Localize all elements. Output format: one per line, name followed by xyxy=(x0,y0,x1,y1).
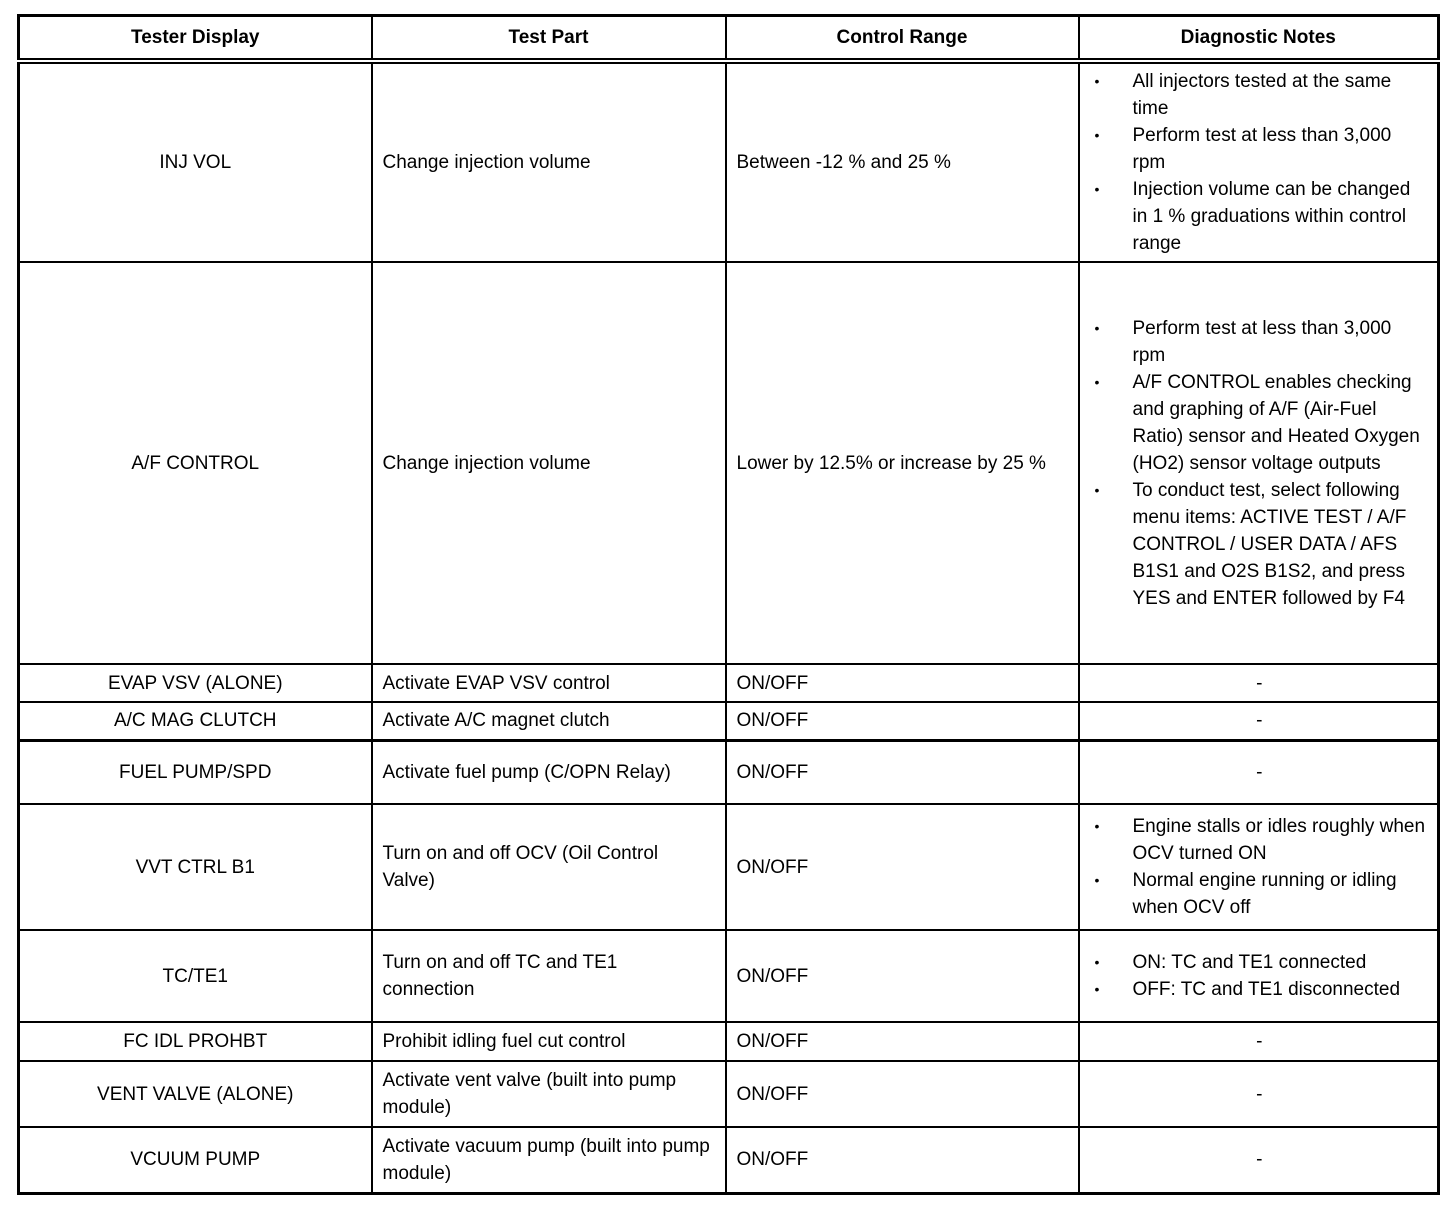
note-item xyxy=(1092,122,1428,176)
bullet-icon: • xyxy=(1094,981,1100,997)
diagnostic-notes-cell: - xyxy=(1079,1061,1439,1127)
bullet-icon: • xyxy=(1094,481,1100,498)
note-item xyxy=(1092,369,1428,477)
control-range-cell: ON/OFF xyxy=(726,740,1079,804)
note-item xyxy=(1092,68,1428,122)
test-part-cell: Prohibit idling fuel cut control xyxy=(372,1022,726,1061)
table-row xyxy=(19,1127,1439,1193)
test-part-cell: Change injection volume xyxy=(372,61,726,262)
note-item xyxy=(1092,315,1428,369)
test-part-cell: Activate vent valve (built into pump module) xyxy=(372,1061,726,1127)
tester-display-cell: INJ VOL xyxy=(19,61,372,262)
diagnostic-table xyxy=(17,14,1440,1195)
diagnostic-notes-cell: - xyxy=(1079,740,1439,804)
note-text: Perform test at less than 3,000 rpm xyxy=(1132,317,1392,366)
control-range-cell: ON/OFF xyxy=(726,930,1079,1022)
table-row xyxy=(19,1061,1439,1127)
note-text: OFF: TC and TE1 disconnected xyxy=(1132,979,1401,1000)
notes-list xyxy=(1092,315,1428,612)
tester-display-cell: FC IDL PROHBT xyxy=(19,1022,372,1061)
tester-display-cell: VCUUM PUMP xyxy=(19,1127,372,1193)
table-row xyxy=(19,702,1439,740)
note-item xyxy=(1092,176,1428,257)
bullet-icon: • xyxy=(1094,127,1100,143)
tester-display-cell: VENT VALVE (ALONE) xyxy=(19,1061,372,1127)
bullet-icon: • xyxy=(1094,818,1100,834)
note-text: To conduct test, select following menu items: ACTIVE TEST / A/F CONTROL / USER DATA / AFS B1S1 and O2S B1S2, and press YES and ENTER followed by F4 xyxy=(1132,479,1407,609)
notes-list xyxy=(1092,813,1428,921)
tester-display-cell: EVAP VSV (ALONE) xyxy=(19,664,372,702)
note-text: A/F CONTROL enables checking and graphing of A/F (Air-Fuel Ratio) sensor and Heated Oxygen (HO2) sensor voltage outputs xyxy=(1132,371,1420,474)
note-item xyxy=(1092,949,1428,976)
tester-display-cell: A/F CONTROL xyxy=(19,262,372,664)
diagnostic-notes-cell xyxy=(1079,61,1439,262)
diagnostic-notes-cell: - xyxy=(1079,1022,1439,1061)
table-row xyxy=(19,804,1439,930)
note-text: All injectors tested at the same time xyxy=(1132,71,1392,119)
table-row xyxy=(19,262,1439,664)
note-item xyxy=(1092,477,1428,612)
column-header-tester-display: Tester Display xyxy=(19,16,372,62)
table-row xyxy=(19,930,1439,1022)
tester-display-cell: TC/TE1 xyxy=(19,930,372,1022)
notes-list xyxy=(1092,68,1428,257)
control-range-cell: Between -12 % and 25 % xyxy=(726,61,1079,262)
diagnostic-notes-cell: - xyxy=(1079,664,1439,702)
tester-display-cell: A/C MAG CLUTCH xyxy=(19,702,372,740)
table-row xyxy=(19,61,1439,262)
test-part-cell: Activate EVAP VSV control xyxy=(372,664,726,702)
note-text: Perform test at less than 3,000 rpm xyxy=(1132,125,1392,173)
note-text: ON: TC and TE1 connected xyxy=(1132,952,1367,973)
table-row xyxy=(19,740,1439,804)
test-part-cell: Turn on and off TC and TE1 connection xyxy=(372,930,726,1022)
control-range-cell: ON/OFF xyxy=(726,1022,1079,1061)
bullet-icon: • xyxy=(1094,954,1100,970)
test-part-cell: Turn on and off OCV (Oil Control Valve) xyxy=(372,804,726,930)
diagnostic-notes-cell: - xyxy=(1079,1127,1439,1193)
note-item xyxy=(1092,867,1428,921)
diagnostic-notes-cell: - xyxy=(1079,702,1439,740)
bullet-icon: • xyxy=(1094,181,1100,197)
control-range-cell: ON/OFF xyxy=(726,1127,1079,1193)
table-body xyxy=(19,61,1439,1193)
bullet-icon: • xyxy=(1094,373,1100,390)
tester-display-cell: VVT CTRL B1 xyxy=(19,804,372,930)
note-item xyxy=(1092,813,1428,867)
table-row xyxy=(19,1022,1439,1061)
control-range-cell: ON/OFF xyxy=(726,702,1079,740)
bullet-icon: • xyxy=(1094,73,1100,89)
table-header-row xyxy=(19,16,1439,62)
column-header-control-range: Control Range xyxy=(726,16,1079,62)
tester-display-cell: FUEL PUMP/SPD xyxy=(19,740,372,804)
test-part-cell: Activate A/C magnet clutch xyxy=(372,702,726,740)
control-range-cell: ON/OFF xyxy=(726,664,1079,702)
test-part-cell: Activate vacuum pump (built into pump module) xyxy=(372,1127,726,1193)
note-text: Normal engine running or idling when OCV off xyxy=(1132,870,1397,918)
test-part-cell: Change injection volume xyxy=(372,262,726,664)
note-text: Injection volume can be changed in 1 % graduations within control range xyxy=(1132,179,1411,254)
note-item xyxy=(1092,976,1428,1003)
notes-list xyxy=(1092,949,1428,1003)
control-range-cell: ON/OFF xyxy=(726,1061,1079,1127)
diagnostic-notes-cell xyxy=(1079,262,1439,664)
test-part-cell: Activate fuel pump (C/OPN Relay) xyxy=(372,740,726,804)
diagnostic-notes-cell xyxy=(1079,930,1439,1022)
bullet-icon: • xyxy=(1094,872,1100,888)
diagnostic-notes-cell xyxy=(1079,804,1439,930)
table-row xyxy=(19,664,1439,702)
note-text: Engine stalls or idles roughly when OCV turned ON xyxy=(1132,816,1426,864)
control-range-cell: ON/OFF xyxy=(726,804,1079,930)
column-header-diagnostic-notes: Diagnostic Notes xyxy=(1079,16,1439,62)
bullet-icon: • xyxy=(1094,319,1100,336)
column-header-test-part: Test Part xyxy=(372,16,726,62)
control-range-cell: Lower by 12.5% or increase by 25 % xyxy=(726,262,1079,664)
